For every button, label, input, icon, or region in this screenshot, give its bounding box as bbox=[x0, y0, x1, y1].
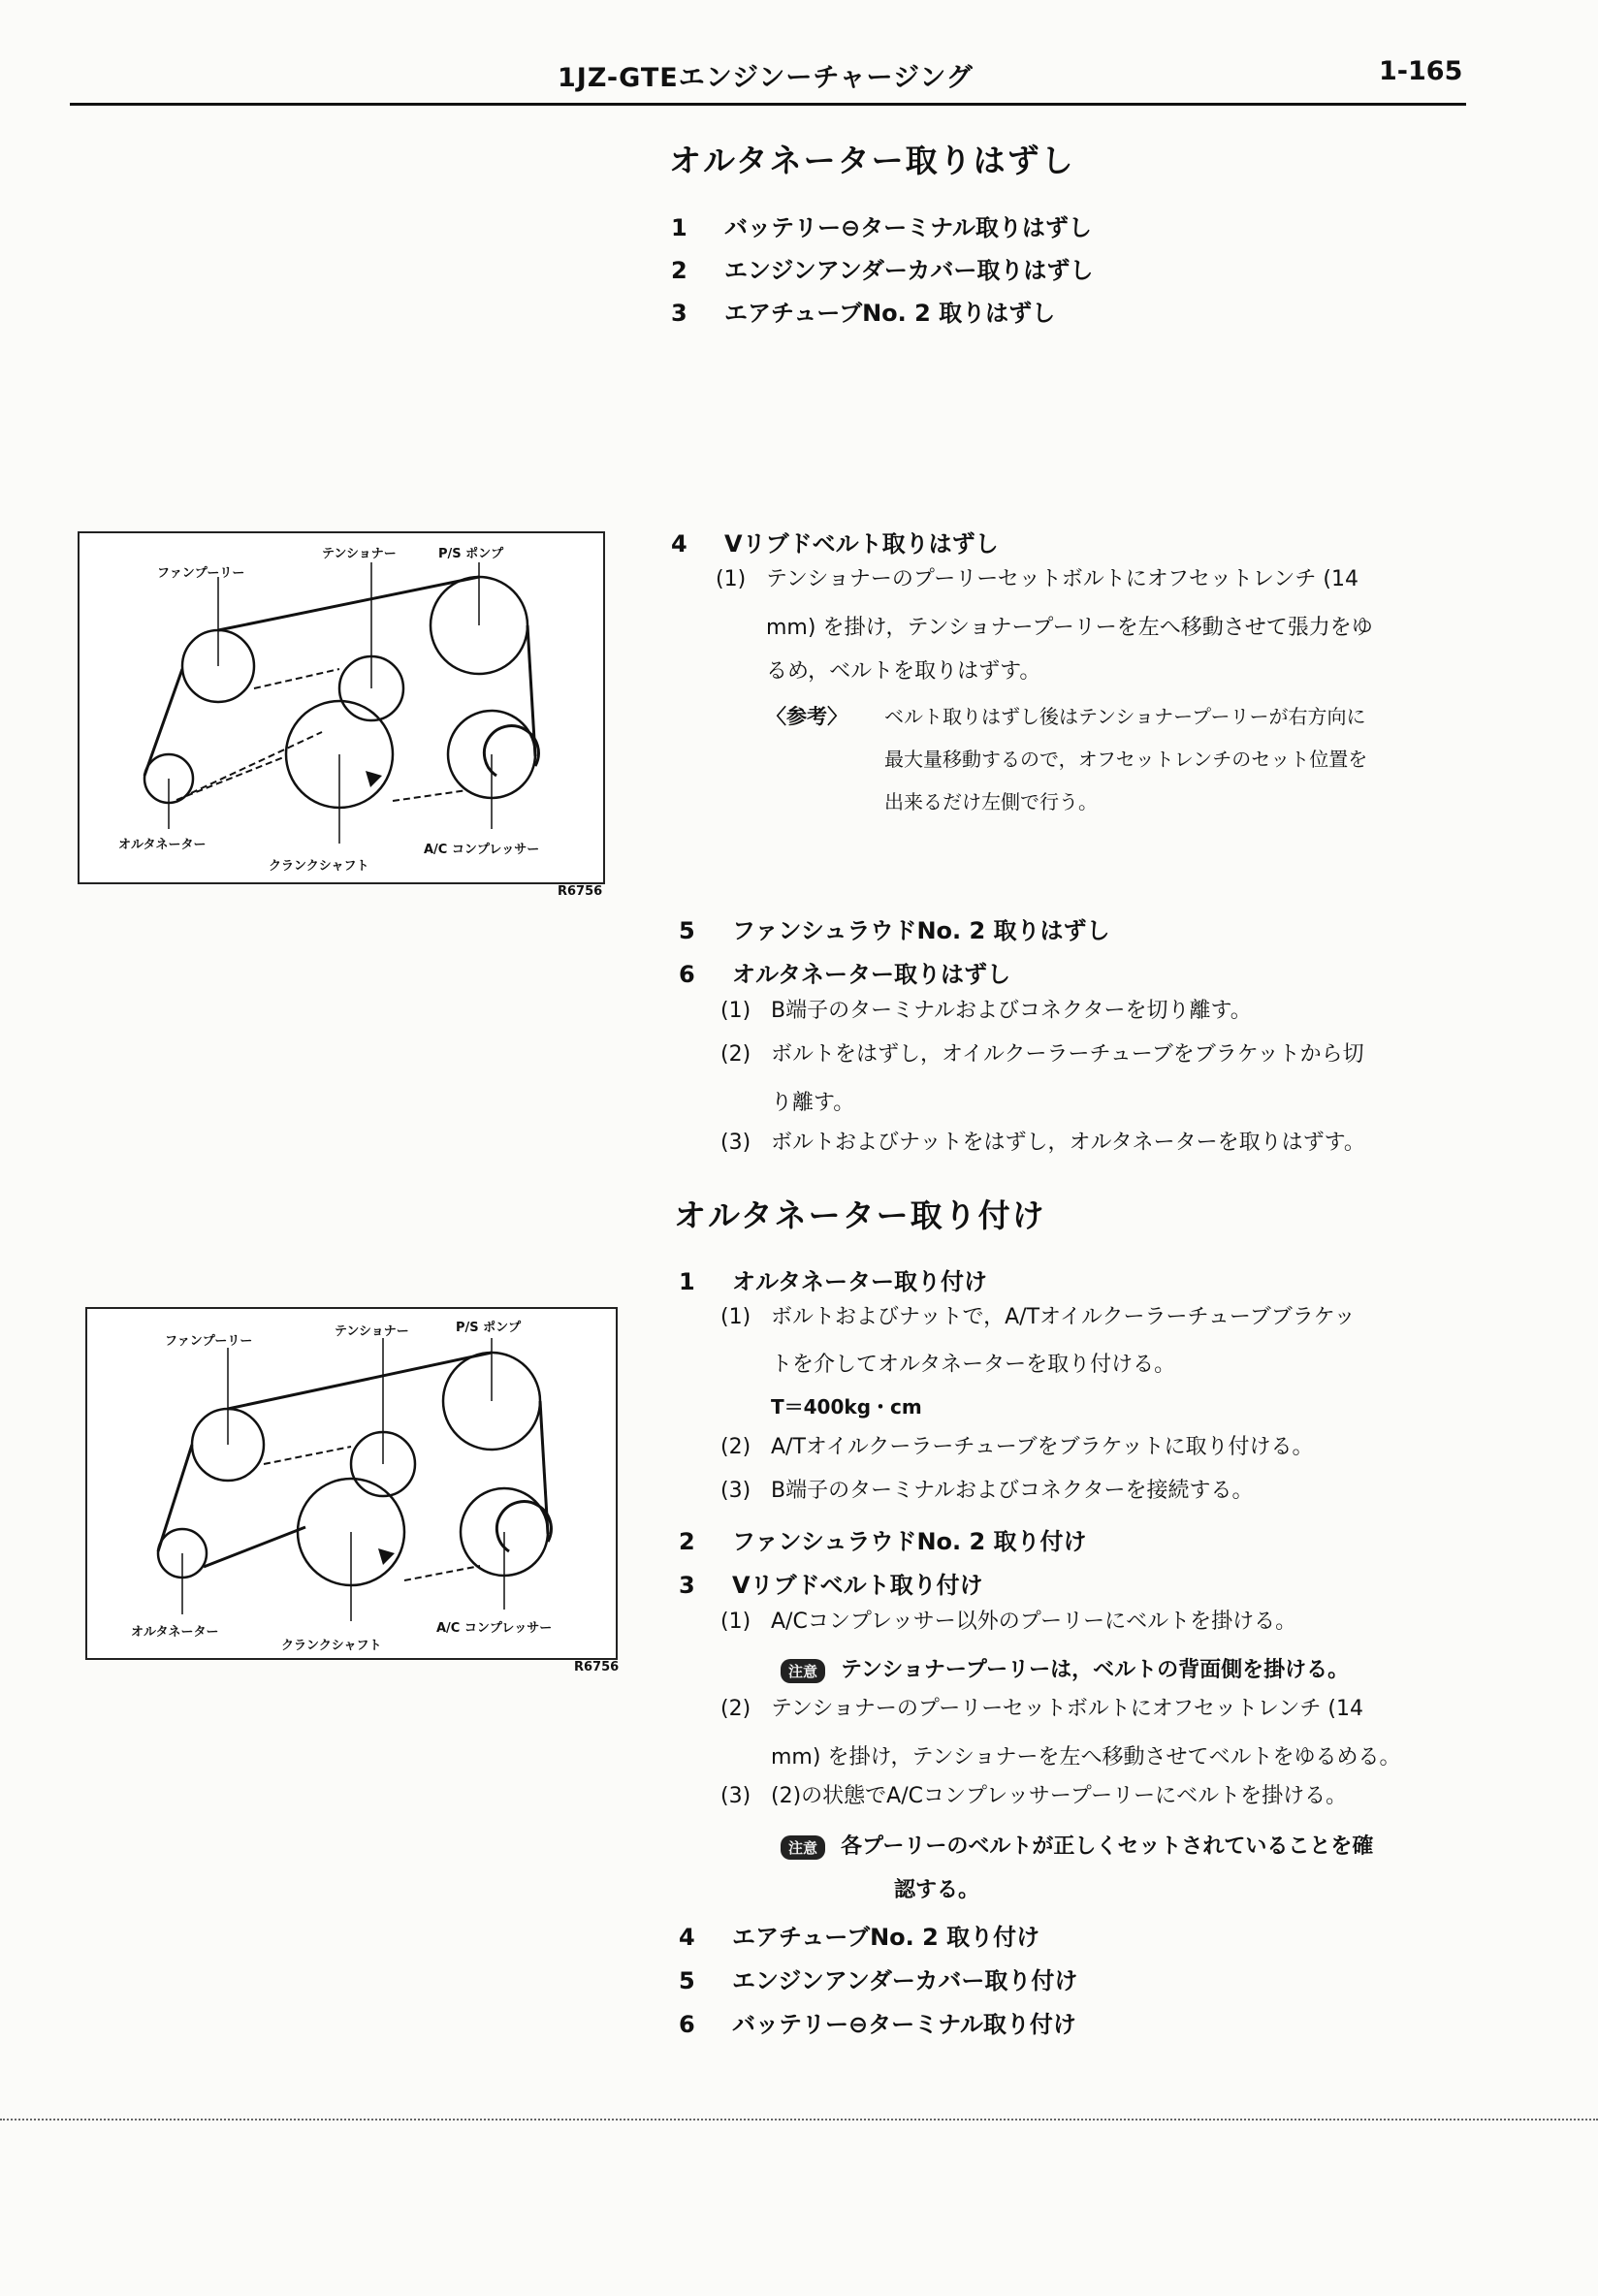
install-step-1-sub-1: (1) ボルトおよびナットで，A/Tオイルクーラーチューブブラケッ bbox=[720, 1305, 1356, 1329]
install-step-1: 1 オルタネーター取り付け bbox=[679, 1268, 988, 1295]
ac-compressor-label-2: A/C コンプレッサー bbox=[436, 1621, 553, 1636]
removal-step-3: 3 エアチューブNo. 2 取りはずし bbox=[671, 300, 1056, 327]
install-step-3: 3 Vリブドベルト取り付け bbox=[679, 1572, 983, 1599]
install-step-5: 5 エンジンアンダーカバー取り付け bbox=[679, 1967, 1078, 1994]
install-caution-1: 注意 テンショナープーリーは，ベルトの背面側を掛ける。 bbox=[781, 1653, 1349, 1683]
belt-routing-drawing-2 bbox=[87, 1309, 616, 1658]
reference-note-label: 〈参考〉 bbox=[766, 705, 847, 728]
removal-step-6-sub-2: (2) ボルトをはずし，オイルクーラーチューブをブラケットから切 bbox=[720, 1042, 1364, 1067]
removal-title: オルタネーター取りはずし bbox=[669, 142, 1075, 179]
alternator-label-2: オルタネーター bbox=[131, 1625, 219, 1640]
torque-spec: T＝400kg・cm bbox=[771, 1395, 922, 1419]
removal-step-6: 6 オルタネーター取りはずし bbox=[679, 961, 1011, 988]
removal-step-6-sub-3: (3) ボルトおよびナットをはずし，オルタネーターを取りはずす。 bbox=[720, 1131, 1365, 1155]
removal-step-4-sub-1-line-2: mm) を掛け，テンショナープーリーを左へ移動させて張力をゆ bbox=[766, 616, 1373, 640]
install-step-1-sub-3: (3) B端子のターミナルおよびコネクターを接続する。 bbox=[720, 1479, 1254, 1503]
fan-pulley-label-2: ファンプーリー bbox=[165, 1334, 253, 1349]
install-step-4: 4 エアチューブNo. 2 取り付け bbox=[679, 1924, 1040, 1951]
belt-routing-drawing bbox=[80, 533, 603, 882]
install-caution-2: 注意 各プーリーのベルトが正しくセットされていることを確 bbox=[781, 1830, 1373, 1860]
removal-step-4-sub-1: (1) テンショナーのプーリーセットボルトにオフセットレンチ (14 bbox=[716, 567, 1358, 591]
header-title: 1JZ-GTEエンジンーチャージング bbox=[558, 63, 974, 93]
bottom-dotted-rule bbox=[0, 2119, 1598, 2121]
removal-step-2: 2 エンジンアンダーカバー取りはずし bbox=[671, 257, 1094, 284]
install-step-1-sub-2: (2) A/Tオイルクーラーチューブをブラケットに取り付ける。 bbox=[720, 1435, 1314, 1459]
install-caution-2-line-2: 認する。 bbox=[894, 1878, 980, 1902]
removal-step-6-sub-1: (1) B端子のターミナルおよびコネクターを切り離す。 bbox=[720, 999, 1252, 1023]
tensioner-label-2: テンショナー bbox=[335, 1324, 409, 1339]
belt-diagram-removal bbox=[78, 531, 605, 884]
reference-note-line-3: 出来るだけ左側で行う。 bbox=[884, 790, 1098, 813]
reference-note-line-2: 最大量移動するので，オフセットレンチのセット位置を bbox=[884, 748, 1368, 771]
ac-compressor-label: A/C コンプレッサー bbox=[424, 843, 540, 857]
caution-badge: 注意 bbox=[781, 1659, 825, 1683]
reference-note-line-1: ベルト取りはずし後はテンショナープーリーが右方向に bbox=[884, 705, 1366, 728]
alternator-label: オルタネーター bbox=[118, 838, 207, 852]
install-step-1-sub-1-line-2: トを介してオルタネーターを取り付ける。 bbox=[771, 1353, 1176, 1377]
install-title: オルタネーター取り付け bbox=[674, 1196, 1046, 1234]
crankshaft-label: クランクシャフト bbox=[269, 859, 369, 874]
tensioner-label: テンショナー bbox=[322, 547, 397, 561]
install-step-3-sub-1: (1) A/Cコンプレッサー以外のプーリーにベルトを掛ける。 bbox=[720, 1610, 1297, 1634]
install-step-6: 6 バッテリー⊖ターミナル取り付け bbox=[679, 2011, 1076, 2038]
crankshaft-label-2: クランクシャフト bbox=[281, 1639, 382, 1653]
install-step-3-sub-2: (2) テンショナーのプーリーセットボルトにオフセットレンチ (14 bbox=[720, 1697, 1363, 1721]
install-step-2: 2 ファンシュラウドNo. 2 取り付け bbox=[679, 1528, 1087, 1555]
removal-step-5: 5 ファンシュラウドNo. 2 取りはずし bbox=[679, 917, 1110, 944]
install-step-3-sub-2-line-2: mm) を掛け，テンショナーを左へ移動させてベルトをゆるめる。 bbox=[771, 1745, 1401, 1770]
page-number: 1-165 bbox=[1379, 56, 1463, 86]
removal-step-6-sub-2-line-2: り離す。 bbox=[771, 1091, 855, 1115]
header-rule bbox=[70, 103, 1466, 106]
removal-step-4-sub-1-line-3: るめ，ベルトを取りはずす。 bbox=[766, 659, 1041, 684]
install-step-3-sub-3: (3) (2)の状態でA/Cコンプレッサープーリーにベルトを掛ける。 bbox=[720, 1784, 1348, 1808]
diagram-code-2: R6756 bbox=[574, 1660, 620, 1674]
ps-pump-label: P/S ポンプ bbox=[438, 547, 504, 561]
ps-pump-label-2: P/S ポンプ bbox=[456, 1321, 522, 1335]
diagram-code-1: R6756 bbox=[558, 884, 603, 899]
caution-badge-2: 注意 bbox=[781, 1835, 825, 1860]
fan-pulley-label: ファンプーリー bbox=[157, 566, 245, 581]
belt-diagram-install bbox=[85, 1307, 618, 1660]
removal-step-1: 1 バッテリー⊖ターミナル取りはずし bbox=[671, 214, 1092, 241]
removal-step-4: 4 Vリブドベルト取りはずし bbox=[671, 530, 999, 558]
